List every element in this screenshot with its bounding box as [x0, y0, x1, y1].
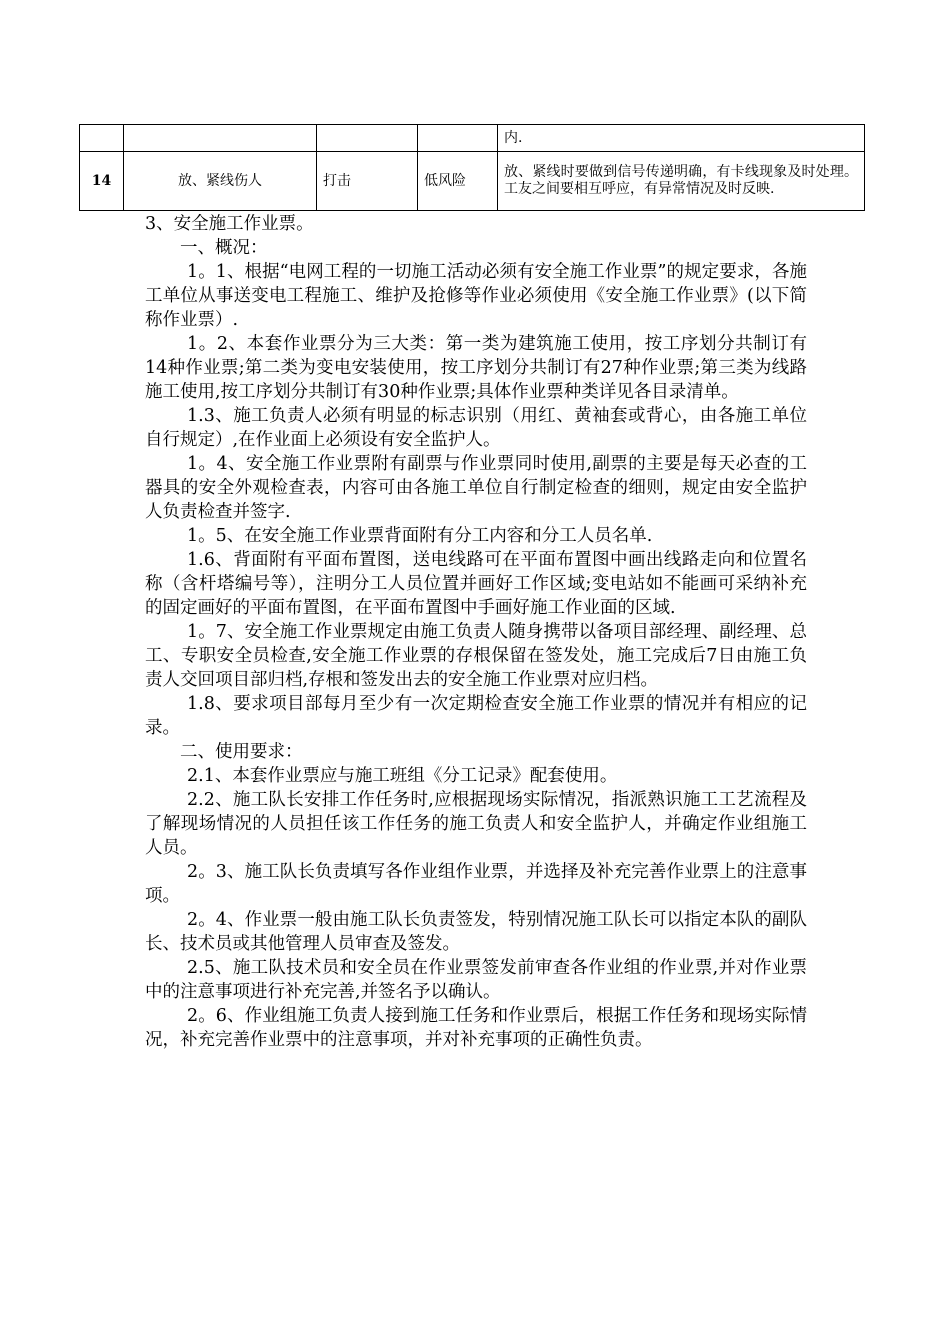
row-number-cell: 14	[80, 152, 124, 211]
table-row	[80, 152, 865, 211]
paragraph-2-6: 2。6、作业组施工负责人接到施工任务和作业票后，根据工作任务和现场实际情况，补充完善作业票中的注意事项，并对补充事项的正确性负责。	[145, 1006, 807, 1050]
paragraph-1-5: 1。5、在安全施工作业票背面附有分工内容和分工人员名单.	[187, 526, 653, 546]
paragraph-2-4: 2。4、作业票一般由施工队长负责签发，特别情况施工队长可以指定本队的副队长、技术员或其他管理人员审查及签发。	[145, 910, 807, 954]
injury-type-cell: 打击	[317, 152, 418, 211]
risk-level-cell: 低风险	[418, 152, 498, 211]
subsection-heading-usage: 二、使用要求：	[180, 742, 303, 762]
hazard-cell	[124, 125, 317, 152]
paragraph-1-6: 1.6、背面附有平面布置图，送电线路可在平面布置图中画出线路走向和位置名称（含杆塔编号等），注明分工人员位置并画好工作区域;变电站如不能画可采纳补充的固定画好的平面布置图，在平面布置图中手画好施工作业面的区域.	[145, 550, 807, 618]
risk-level-cell	[418, 125, 498, 152]
paragraph-1-3: 1.3、施工负责人必须有明显的标志识别（用红、黄袖套或背心，由各施工单位自行规定）,在作业面上必须设有安全监护人。	[145, 406, 807, 450]
subsection-heading-overview: 一、概况：	[180, 238, 268, 258]
measure-cell: 内.	[498, 125, 865, 152]
paragraph-1-4: 1。4、安全施工作业票附有副票与作业票同时使用,副票的主要是每天必查的工器具的安全外观检查表，内容可由各施工单位自行制定检查的细则，规定由安全监护人负责检查并签字.	[145, 454, 807, 522]
document-body	[145, 212, 807, 1052]
measure-cell: 放、紧线时要做到信号传递明确，有卡线现象及时处理。工友之间要相互呼应，有异常情况及时反映.	[498, 152, 865, 211]
paragraph-2-2: 2.2、施工队长安排工作任务时,应根据现场实际情况，指派熟识施工工艺流程及了解现场情况的人员担任该工作任务的施工负责人和安全监护人，并确定作业组施工人员。	[145, 790, 807, 858]
section-heading: 3、安全施工作业票。	[145, 214, 314, 234]
row-number-cell	[80, 125, 124, 152]
paragraph-2-5: 2.5、施工队技术员和安全员在作业票签发前审查各作业组的作业票,并对作业票中的注意事项进行补充完善,并签名予以确认。	[145, 958, 807, 1002]
paragraph-1-7: 1。7、安全施工作业票规定由施工负责人随身携带以备项目部经理、副经理、总工、专职安全员检查,安全施工作业票的存根保留在签发处，施工完成后7日由施工负责人交回项目部归档,存根和签发出去的安全施工作业票对应归档。	[145, 622, 807, 690]
paragraph-1-8: 1.8、要求项目部每月至少有一次定期检查安全施工作业票的情况并有相应的记录。	[145, 694, 807, 738]
injury-type-cell	[317, 125, 418, 152]
paragraph-2-3: 2。3、施工队长负责填写各作业组作业票，并选择及补充完善作业票上的注意事项。	[145, 862, 807, 906]
table-row	[80, 125, 865, 152]
hazard-cell: 放、紧线伤人	[124, 152, 317, 211]
paragraph-1-2: 1。2、本套作业票分为三大类：第一类为建筑施工使用，按工序划分共制订有14种作业票;第二类为变电安装使用，按工序划分共制订有27种作业票;第三类为线路施工使用,按工序划分共制订有30种作业票;具体作业票种类详见各目录清单。	[145, 334, 807, 402]
risk-table	[79, 124, 865, 211]
paragraph-1-1: 1。1、根据“电网工程的一切施工活动必须有安全施工作业票”的规定要求，各施工单位从事送变电工程施工、维护及抢修等作业必须使用《安全施工作业票》(以下简称作业票）.	[145, 262, 807, 330]
paragraph-2-1: 2.1、本套作业票应与施工班组《分工记录》配套使用。	[187, 766, 618, 786]
